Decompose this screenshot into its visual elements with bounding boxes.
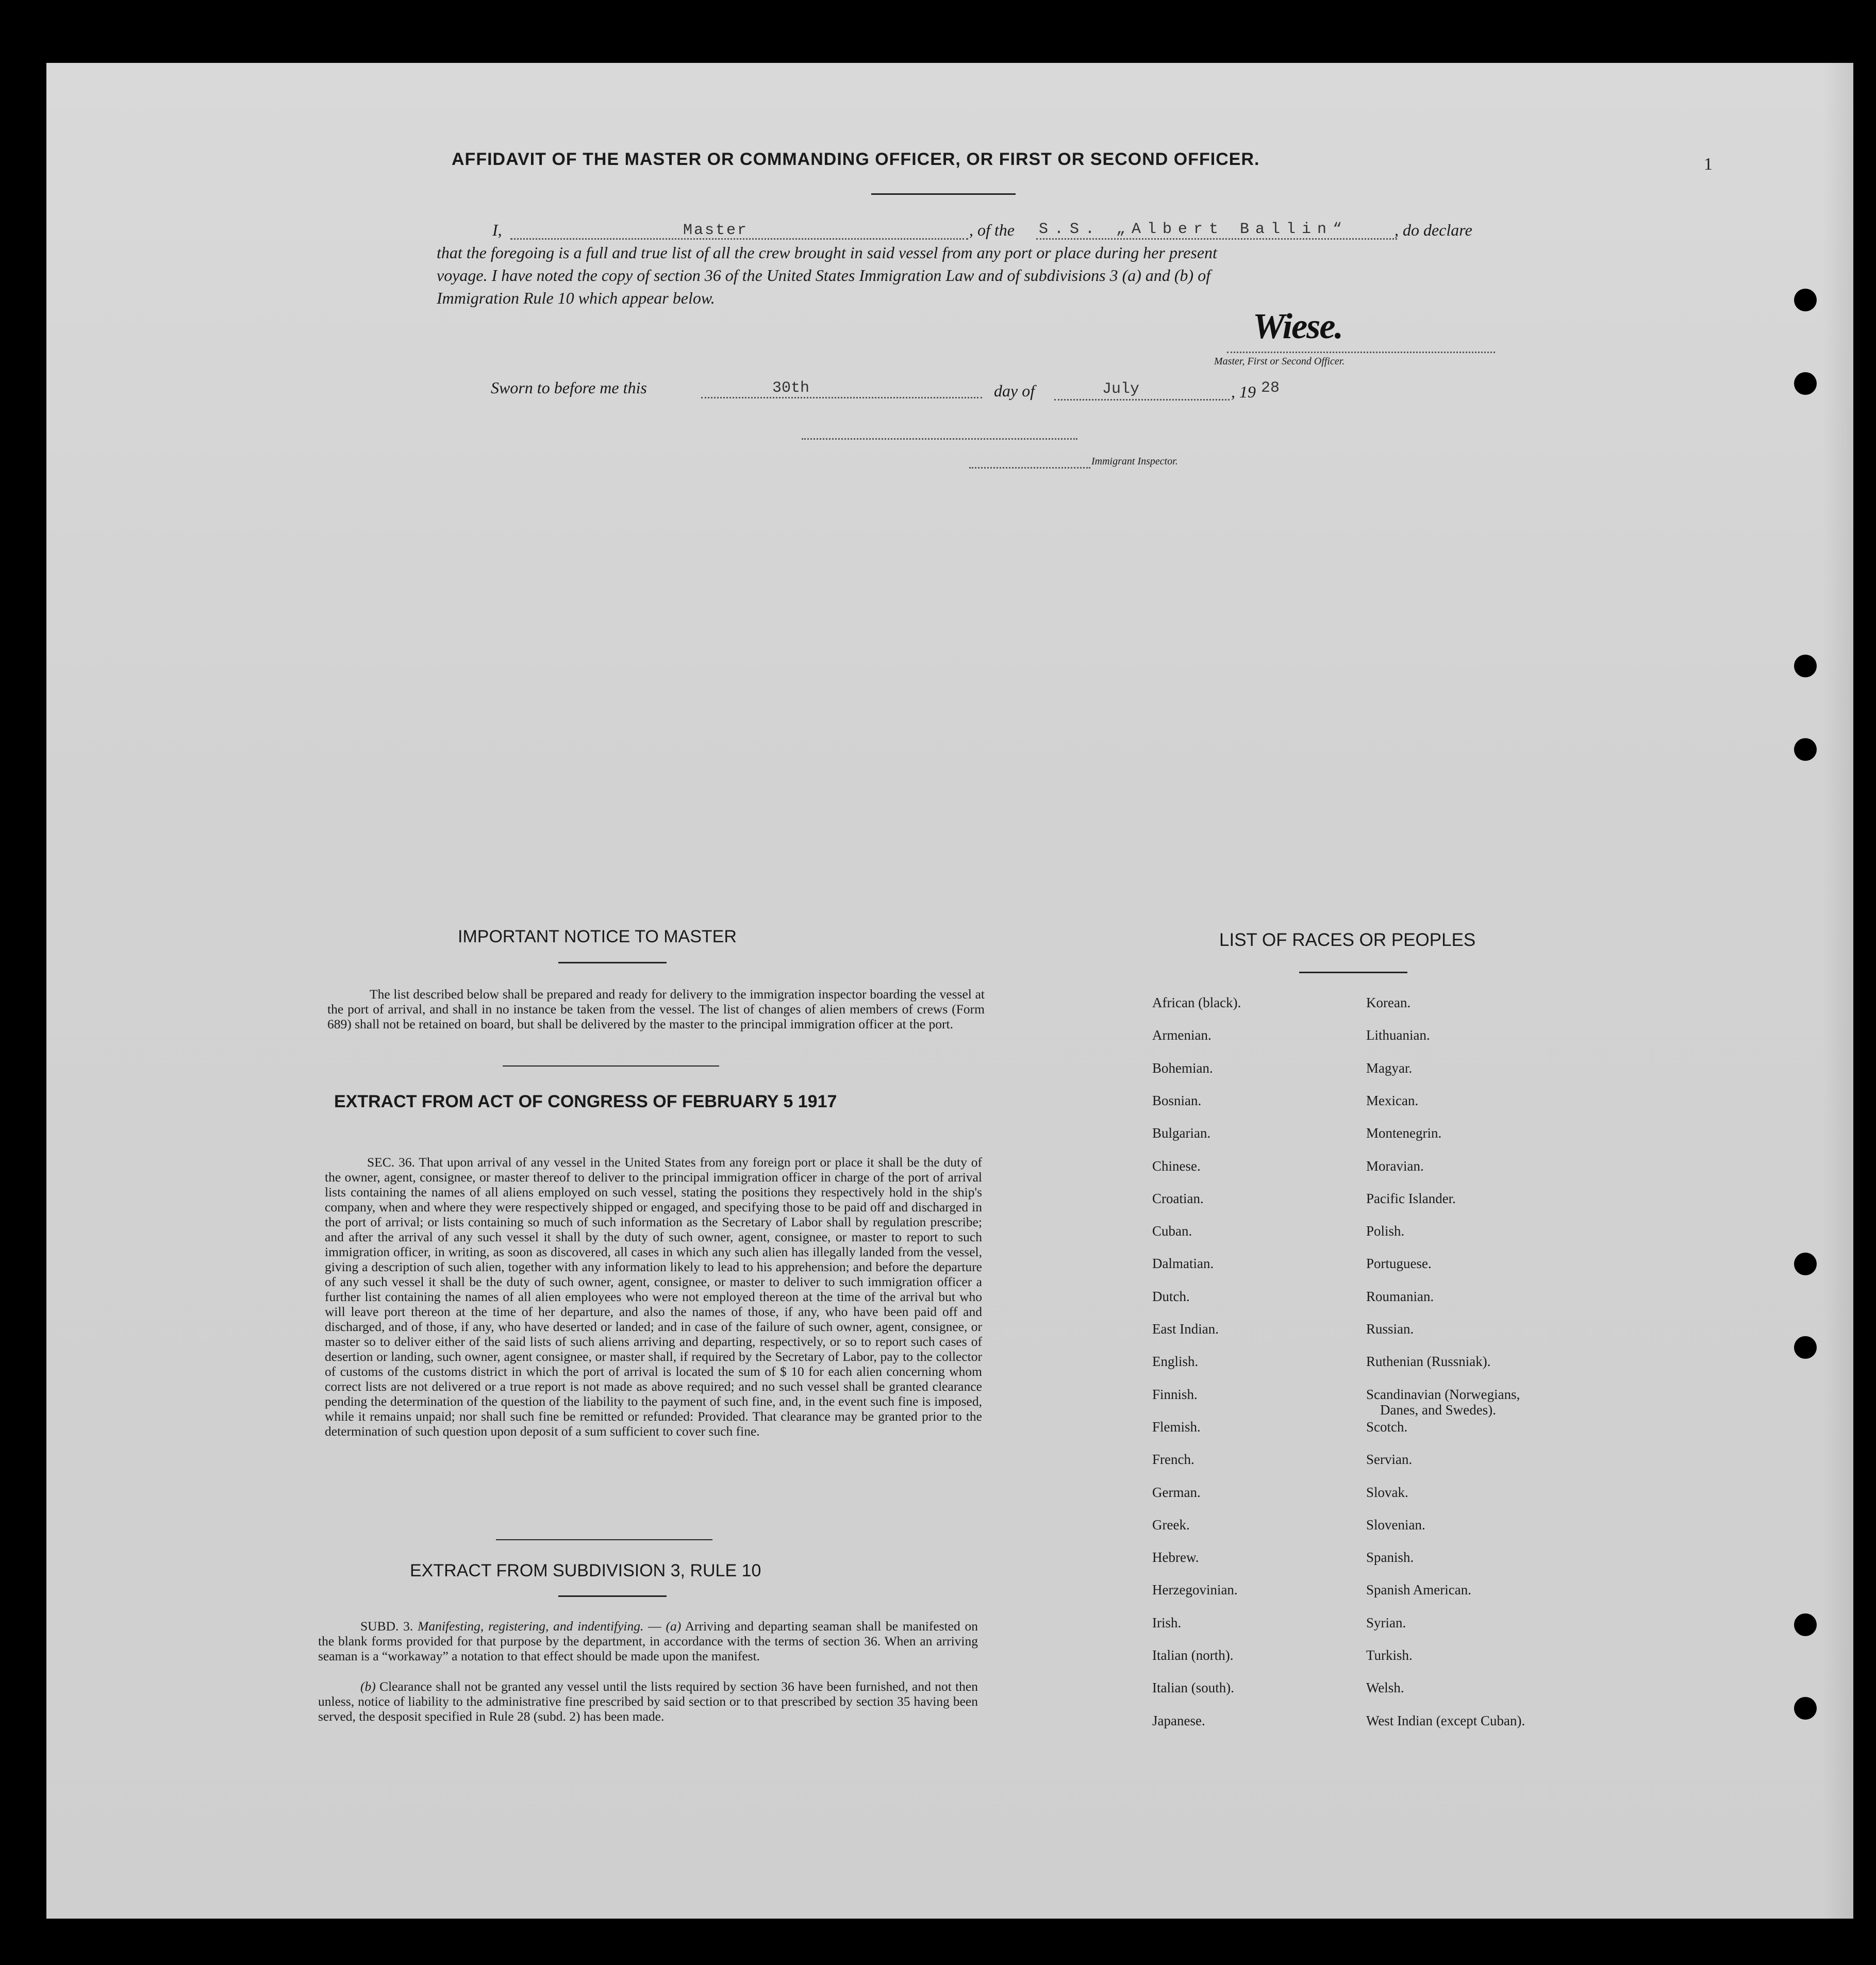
act-text: SEC. 36. That upon arrival of any vessel in the United States from any foreign port or place it shall be the duty of the owner, agent, consignee, or master thereof to deliver to the principal immigration officer in charge of the port of arrival lists containing the names of all aliens employed on such vessel, stating the positions they respectively hold in the ship's company, when and where they were respectively shipped or engaged, and specifying those to be paid off and discharged in the port of arrival; or lists containing so much of such information as the Secretary of Labor shall by regulation prescribe; and after the arrival of any such vessel it shall by the duty of such owner, agent, consignee, or master to report to such immigration officer, in writing, as soon as discovered, all cases in which any such alien has illegally landed from the vessel, giving a description of such alien, together with any information likely to lead to his apprehension; and before the departure of any such vessel it shall be the duty of such owner, agent, consignee, or master to deliver to such immigration officer a further list containing the names of all alien employees who were not employed thereon at the time of the arrival but who will leave port thereon at the time of her departure, and also the names of those, if any, who have been paid off and discharged, and of those, if any, who have deserted or landed; and in case of the failure of such owner, agent, consignee, or master so to deliver either of the said lists of such aliens arriving and departing, respectively, or so to report such cases of desertion or landing, such owner, agent consignee, or master shall, if required by the Secretary of Labor, pay to the collector of customs of the customs district in which the port of arrival is located the sum of $ 10 for each alien concerning whom correct lists are not delivered or a true report is not made as above required; and no such vessel shall be granted clearance pending the determination of the question of the liability to the payment of such fine, and, in the event such fine is imposed, while it remains unpaid; nor shall such fine be remitted or refunded: Provided. That clearance may be granted prior to the determination of such question upon deposit of a sum sufficient to cover such fine. (325, 1155, 982, 1439)
rule10-divider (558, 1595, 667, 1597)
race-item: Slovak. (1366, 1484, 1408, 1500)
affidavit-line-4: Immigration Rule 10 which appear below. (437, 289, 715, 307)
race-item: Scandinavian (Norwegians, Danes, and Swedes). (1366, 1386, 1520, 1418)
punch-hole (1794, 1697, 1817, 1720)
act-title: EXTRACT FROM ACT OF CONGRESS OF FEBRUARY 5 1917 (334, 1092, 837, 1111)
title-divider (871, 193, 1016, 195)
sworn-day: 30th (772, 379, 810, 397)
document-page (46, 63, 1853, 1919)
race-item: Welsh. (1366, 1680, 1404, 1696)
race-item: Flemish. (1152, 1419, 1201, 1435)
signature-caption: Master, First or Second Officer. (1214, 356, 1345, 367)
day-of-label: day of (994, 381, 1035, 400)
punch-hole (1794, 289, 1817, 311)
race-item: Dutch. (1152, 1288, 1190, 1304)
affidavit-title: AFFIDAVIT OF THE MASTER OR COMMANDING OFFICER, OR FIRST OR SECOND OFFICER. (452, 149, 1260, 169)
race-item: Montenegrin. (1366, 1125, 1442, 1141)
race-item: Roumanian. (1366, 1288, 1434, 1304)
master-field: Master (683, 222, 749, 239)
race-item: Chinese. (1152, 1158, 1201, 1174)
punch-hole (1794, 1253, 1817, 1275)
race-item: Spanish. (1366, 1550, 1414, 1566)
race-item: Magyar. (1366, 1060, 1413, 1076)
race-item: Portuguese. (1366, 1256, 1432, 1272)
race-item: Russian. (1366, 1321, 1414, 1337)
race-item: Irish. (1152, 1614, 1182, 1630)
race-item: Pacific Islander. (1366, 1190, 1456, 1206)
punch-hole (1794, 655, 1817, 677)
race-item: Scotch. (1366, 1419, 1408, 1435)
inspector-signature-line (802, 438, 1077, 440)
inspector-caption: Immigrant Inspector. (1091, 456, 1178, 467)
race-item: Italian (south). (1152, 1680, 1234, 1696)
subd-b-mark: (b) (360, 1679, 376, 1694)
subd-a-text: Arriving and departing seaman shall be manifested on the blank forms provided for that purpose by the department, in accordance with the terms of section 36. When an arriving seaman is a “workaway” a notation to that effect should be made upon the manifest. (318, 1619, 978, 1663)
vessel-field-dots (1036, 238, 1397, 240)
race-item: English. (1152, 1354, 1199, 1370)
race-item: Ruthenian (Russniak). (1366, 1354, 1491, 1370)
race-item: Mexican. (1366, 1092, 1419, 1108)
race-item: Turkish. (1366, 1647, 1413, 1663)
race-item: French. (1152, 1452, 1194, 1468)
race-item: Cuban. (1152, 1223, 1192, 1239)
subd-heading: Manifesting, registering, and indentifying. (418, 1619, 644, 1634)
race-item: African (black). (1152, 995, 1241, 1010)
races-title: LIST OF RACES OR PEOPLES (1219, 930, 1476, 950)
race-item: Croatian. (1152, 1190, 1204, 1206)
rule10-title: EXTRACT FROM SUBDIVISION 3, RULE 10 (410, 1561, 761, 1580)
race-item: Korean. (1366, 995, 1411, 1010)
act-bottom-divider (496, 1539, 712, 1540)
race-item: Greek. (1152, 1517, 1190, 1533)
notice-divider (558, 962, 667, 963)
notice-bottom-divider (503, 1065, 719, 1067)
race-item: Finnish. (1152, 1386, 1198, 1402)
race-item: Spanish American. (1366, 1582, 1471, 1598)
notice-text: The list described below shall be prepared and ready for delivery to the immigration inspector boarding the vessel at the port of arrival, and shall in no instance be taken from the vessel. The list of changes of alien members of crews (Form 689) shall not be retained on board, but shall be delivered by the master to the principal immigration officer at the port. (327, 987, 985, 1031)
rule10-text-a: SUBD. 3. Manifesting, registering, and indentifying. — (a) Arriving and departing seaman shall be manifested on the blank forms provided for that purpose by the department, in accordance with the terms of section 36. When an arriving seaman is a “workaway” a notation to that effect should be made upon the manifest. (318, 1619, 978, 1663)
sworn-month: July (1102, 380, 1140, 398)
rule10-text-b (318, 1679, 978, 1724)
race-item: Hebrew. (1152, 1550, 1199, 1566)
race-item: Bohemian. (1152, 1060, 1213, 1076)
race-item: Bulgarian. (1152, 1125, 1211, 1141)
do-declare-label: , do declare (1394, 221, 1472, 239)
vessel-field: S.S. „Albert Ballin“ (1039, 221, 1349, 238)
subd-b-text: Clearance shall not be granted any vessel until the lists required by section 36 have been furnished, and not then unless, notice of liability to the administrative fine prescribed by said section or to that prescribed by section 35 having been served, the desposit specified in Rule 28 (subd. 2) has been made. (318, 1679, 978, 1724)
race-item: Japanese. (1152, 1712, 1205, 1728)
race-item: Herzegovinian. (1152, 1582, 1238, 1598)
sworn-day-dots (701, 397, 982, 398)
page-mark: 1 (1704, 155, 1713, 174)
race-item: Moravian. (1366, 1158, 1424, 1174)
race-item: Servian. (1366, 1452, 1413, 1468)
sworn-label: Sworn to before me this (491, 378, 647, 397)
of-the-label: , of the (969, 221, 1015, 239)
race-item: Dalmatian. (1152, 1256, 1214, 1272)
race-item: Armenian. (1152, 1027, 1211, 1043)
punch-hole (1794, 738, 1817, 761)
affidavit-line-2: that the foregoing is a full and true list of all the crew brought in said vessel from any port or place during her present (437, 243, 1217, 262)
races-divider (1299, 972, 1407, 973)
master-signature: Wiese. (1253, 307, 1342, 346)
affidavit-line-3: voyage. I have noted the copy of section 36 of the United States Immigration Law and of subdivisions 3 (a) and (b) of (437, 266, 1211, 285)
notice-title: IMPORTANT NOTICE TO MASTER (458, 927, 737, 946)
race-item: German. (1152, 1484, 1201, 1500)
punch-hole (1794, 1336, 1817, 1359)
subd-a-mark: (a) (666, 1619, 682, 1634)
year-suffix: 28 (1261, 379, 1280, 397)
race-item: West Indian (except Cuban). (1366, 1712, 1525, 1728)
punch-hole (1794, 372, 1817, 395)
race-item: Bosnian. (1152, 1092, 1202, 1108)
subd-label: SUBD. 3. (360, 1619, 413, 1634)
year-prefix: , 19 (1231, 382, 1256, 401)
race-item: Polish. (1366, 1223, 1405, 1239)
race-item: Lithuanian. (1366, 1027, 1430, 1043)
punch-hole (1794, 1613, 1817, 1636)
signature-line (1227, 352, 1495, 353)
sworn-month-dots (1054, 399, 1230, 401)
race-item: Italian (north). (1152, 1647, 1234, 1663)
race-item: Slovenian. (1366, 1517, 1425, 1533)
affidavit-i-label: I, (492, 221, 502, 239)
race-item: Syrian. (1366, 1614, 1406, 1630)
race-item: East Indian. (1152, 1321, 1219, 1337)
inspector-caption-dots (969, 467, 1090, 469)
